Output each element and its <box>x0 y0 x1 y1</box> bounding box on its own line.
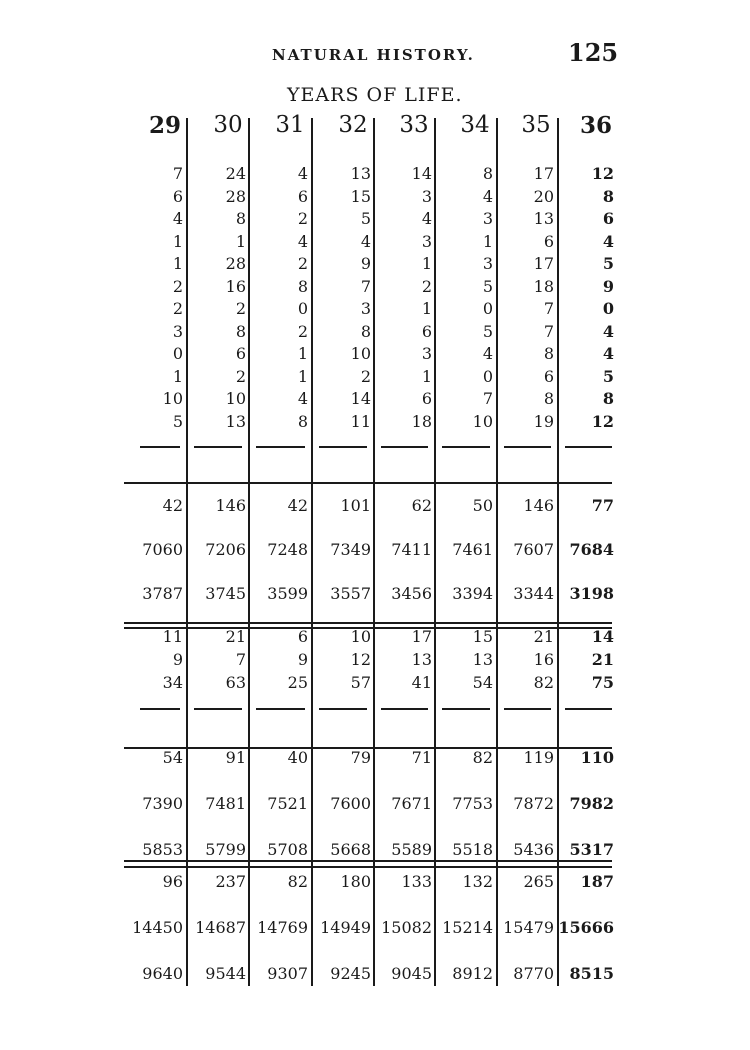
table-cell: 3344 <box>513 584 554 603</box>
table-cell: 12 <box>591 164 614 183</box>
table-cell: 10 <box>350 627 371 646</box>
table-cell: 15479 <box>503 918 554 937</box>
table-cell: 6 <box>602 209 614 228</box>
table-cell: 5589 <box>391 840 432 859</box>
table-cell: 180 <box>340 872 371 891</box>
table-cell: 6 <box>421 321 432 341</box>
table-cell: 1 <box>172 254 183 273</box>
table-cell: 1 <box>297 344 308 363</box>
table-cell: 7 <box>235 650 246 669</box>
table-cell: 10 <box>472 411 493 431</box>
table-cell: 1 <box>172 366 183 386</box>
table-cell: 7 <box>543 321 554 341</box>
table-cell: 6 <box>297 627 308 646</box>
table-cell: 3745 <box>205 584 246 603</box>
table-cell: 17 <box>533 254 554 273</box>
table-cell: 9640 <box>142 964 183 983</box>
table-cell: 5 <box>172 411 183 431</box>
table-cell: 82 <box>533 673 554 692</box>
table-cell: 9 <box>172 650 183 669</box>
table-cell: 7684 <box>569 540 614 559</box>
table-cell: 5 <box>482 321 493 341</box>
section-title: YEARS OF LIFE. <box>287 84 463 106</box>
table-cell: 8 <box>235 321 246 341</box>
table-cell: 2 <box>297 209 308 228</box>
table-cell: 4 <box>602 344 614 363</box>
table-cell: 5436 <box>513 840 554 859</box>
year-header: 31 <box>275 112 305 138</box>
table-cell: 7671 <box>391 794 432 813</box>
table-cell: 146 <box>215 496 246 515</box>
table-cell: 12 <box>591 411 614 431</box>
table-cell: 18 <box>533 276 554 296</box>
table-cell: 3 <box>421 231 432 251</box>
table-cell: 1 <box>482 231 493 251</box>
table-cell: 2 <box>172 299 183 318</box>
table-cell: 9 <box>297 650 308 669</box>
table-cell: 3 <box>360 299 371 318</box>
table-cell: 7060 <box>142 540 183 559</box>
table-cell: 54 <box>472 673 493 692</box>
table-cell: 7481 <box>205 794 246 813</box>
table-cell: 2 <box>297 254 308 273</box>
table-cell: 25 <box>287 673 308 692</box>
table-cell: 5317 <box>569 840 614 859</box>
table-cell: 8 <box>543 389 554 408</box>
table-cell: 15 <box>472 627 493 646</box>
table-cell: 8 <box>235 209 246 228</box>
table-cell: 42 <box>287 496 308 515</box>
table-cell: 3394 <box>452 584 493 603</box>
table-cell: 28 <box>225 254 246 273</box>
table-cell: 14949 <box>320 918 371 937</box>
table-cell: 7390 <box>142 794 183 813</box>
table-cell: 3 <box>172 321 183 341</box>
year-header: 32 <box>338 112 368 138</box>
table-cell: 7753 <box>452 794 493 813</box>
table-cell: 77 <box>591 496 614 515</box>
table-cell: 13 <box>472 650 493 669</box>
table-cell: 7982 <box>569 794 614 813</box>
table-cell: 6 <box>235 344 246 363</box>
table-cell: 133 <box>401 872 432 891</box>
table-cell: 4 <box>297 164 308 183</box>
table-cell: 4 <box>297 389 308 408</box>
table-cell: 34 <box>162 673 183 692</box>
table-cell: 2 <box>172 276 183 296</box>
table-cell: 1 <box>421 366 432 386</box>
table-cell: 5518 <box>452 840 493 859</box>
table-cell: 13 <box>533 209 554 228</box>
table-cell: 21 <box>591 650 614 669</box>
table-cell: 187 <box>580 872 614 891</box>
table-cell: 3 <box>421 186 432 206</box>
table-cell: 4 <box>421 209 432 228</box>
table-cell: 7600 <box>330 794 371 813</box>
table-cell: 4 <box>482 344 493 363</box>
table-cell: 2 <box>235 299 246 318</box>
table-cell: 3 <box>482 254 493 273</box>
table-cell: 10 <box>162 389 183 408</box>
table-cell: 8770 <box>513 964 554 983</box>
table-cell: 7 <box>482 389 493 408</box>
table-cell: 0 <box>297 299 308 318</box>
table-cell: 13 <box>411 650 432 669</box>
table-cell: 9045 <box>391 964 432 983</box>
table-cell: 11 <box>162 627 183 646</box>
table-cell: 5 <box>602 254 614 273</box>
table-cell: 40 <box>287 748 308 767</box>
table-cell: 10 <box>225 389 246 408</box>
table-cell: 10 <box>350 344 371 363</box>
table-cell: 8 <box>602 389 614 408</box>
table-cell: 8 <box>602 186 614 206</box>
table-cell: 7411 <box>391 540 432 559</box>
table-cell: 50 <box>472 496 493 515</box>
table-cell: 14687 <box>195 918 246 937</box>
table-cell: 0 <box>482 299 493 318</box>
table-cell: 7872 <box>513 794 554 813</box>
table-cell: 82 <box>287 872 308 891</box>
table-cell: 6 <box>297 186 308 206</box>
table-cell: 17 <box>533 164 554 183</box>
table-cell: 15 <box>350 186 371 206</box>
table-cell: 4 <box>602 231 614 251</box>
table-cell: 12 <box>350 650 371 669</box>
table-cell: 237 <box>215 872 246 891</box>
table-cell: 14769 <box>257 918 308 937</box>
table-cell: 14450 <box>132 918 183 937</box>
table-cell: 54 <box>162 748 183 767</box>
table-cell: 265 <box>523 872 554 891</box>
table-cell: 18 <box>411 411 432 431</box>
table-cell: 0 <box>602 299 614 318</box>
table-cell: 15214 <box>442 918 493 937</box>
table-cell: 3456 <box>391 584 432 603</box>
table-cell: 14 <box>350 389 371 408</box>
table-cell: 1 <box>235 231 246 251</box>
table-cell: 14 <box>411 164 432 183</box>
table-cell: 2 <box>297 321 308 341</box>
table-cell: 4 <box>172 209 183 228</box>
table-cell: 16 <box>533 650 554 669</box>
table-cell: 2 <box>421 276 432 296</box>
table-cell: 11 <box>350 411 371 431</box>
table-cell: 79 <box>350 748 371 767</box>
table-cell: 101 <box>340 496 371 515</box>
table-cell: 8515 <box>569 964 614 983</box>
table-cell: 28 <box>225 186 246 206</box>
year-header: 29 <box>148 112 181 139</box>
year-header: 30 <box>213 112 243 138</box>
table-cell: 3599 <box>267 584 308 603</box>
table-cell: 3 <box>421 344 432 363</box>
year-header: 36 <box>579 112 612 139</box>
table-cell: 4 <box>602 321 614 341</box>
page-number: 125 <box>568 38 619 67</box>
table-cell: 8912 <box>452 964 493 983</box>
table-cell: 19 <box>533 411 554 431</box>
table-cell: 5708 <box>267 840 308 859</box>
table-cell: 5853 <box>142 840 183 859</box>
table-cell: 8 <box>297 411 308 431</box>
table-cell: 15666 <box>558 918 614 937</box>
table-cell: 17 <box>411 627 432 646</box>
table-cell: 3 <box>482 209 493 228</box>
table-cell: 110 <box>580 748 614 767</box>
table-cell: 1 <box>297 366 308 386</box>
table-cell: 6 <box>543 366 554 386</box>
table-cell: 7 <box>360 276 371 296</box>
table-cell: 14 <box>591 627 614 646</box>
table-cell: 42 <box>162 496 183 515</box>
table-cell: 132 <box>462 872 493 891</box>
table-cell: 1 <box>421 254 432 273</box>
table-cell: 20 <box>533 186 554 206</box>
table-cell: 2 <box>235 366 246 386</box>
table-cell: 119 <box>523 748 554 767</box>
table-cell: 63 <box>225 673 246 692</box>
table-cell: 3198 <box>569 584 614 603</box>
table-cell: 7521 <box>267 794 308 813</box>
table-cell: 1 <box>172 231 183 251</box>
table-cell: 9544 <box>205 964 246 983</box>
table-cell: 9 <box>602 276 614 296</box>
table-cell: 5 <box>602 366 614 386</box>
table-cell: 24 <box>225 164 246 183</box>
table-cell: 3787 <box>142 584 183 603</box>
table-cell: 3557 <box>330 584 371 603</box>
table-cell: 7349 <box>330 540 371 559</box>
table-cell: 7 <box>172 164 183 183</box>
year-header: 35 <box>521 112 551 138</box>
table-cell: 21 <box>225 627 246 646</box>
table-cell: 13 <box>225 411 246 431</box>
table-cell: 8 <box>297 276 308 296</box>
table-cell: 8 <box>482 164 493 183</box>
table-cell: 4 <box>360 231 371 251</box>
table-cell: 7607 <box>513 540 554 559</box>
year-header: 33 <box>399 112 429 138</box>
table-cell: 6 <box>421 389 432 408</box>
table-cell: 5668 <box>330 840 371 859</box>
table-cell: 62 <box>411 496 432 515</box>
table-cell: 7 <box>543 299 554 318</box>
table-cell: 146 <box>523 496 554 515</box>
table-cell: 8 <box>543 344 554 363</box>
table-cell: 0 <box>172 344 183 363</box>
table-cell: 4 <box>482 186 493 206</box>
table-cell: 75 <box>591 673 614 692</box>
table-cell: 5799 <box>205 840 246 859</box>
year-header: 34 <box>460 112 490 138</box>
table-cell: 9245 <box>330 964 371 983</box>
table-cell: 1 <box>421 299 432 318</box>
table-cell: 7206 <box>205 540 246 559</box>
table-cell: 16 <box>225 276 246 296</box>
table-cell: 6 <box>172 186 183 206</box>
running-title: NATURAL HISTORY. <box>272 46 475 64</box>
table-cell: 4 <box>297 231 308 251</box>
table-cell: 57 <box>350 673 371 692</box>
table-cell: 7248 <box>267 540 308 559</box>
table-cell: 7461 <box>452 540 493 559</box>
table-cell: 0 <box>482 366 493 386</box>
table-cell: 2 <box>360 366 371 386</box>
table-cell: 9307 <box>267 964 308 983</box>
table-cell: 8 <box>360 321 371 341</box>
table-cell: 91 <box>225 748 246 767</box>
table-cell: 9 <box>360 254 371 273</box>
table-cell: 5 <box>360 209 371 228</box>
table-cell: 6 <box>543 231 554 251</box>
table-cell: 21 <box>533 627 554 646</box>
table-cell: 5 <box>482 276 493 296</box>
table-cell: 41 <box>411 673 432 692</box>
table-cell: 82 <box>472 748 493 767</box>
table-cell: 13 <box>350 164 371 183</box>
table-cell: 15082 <box>381 918 432 937</box>
table-cell: 71 <box>411 748 432 767</box>
table-cell: 96 <box>162 872 183 891</box>
